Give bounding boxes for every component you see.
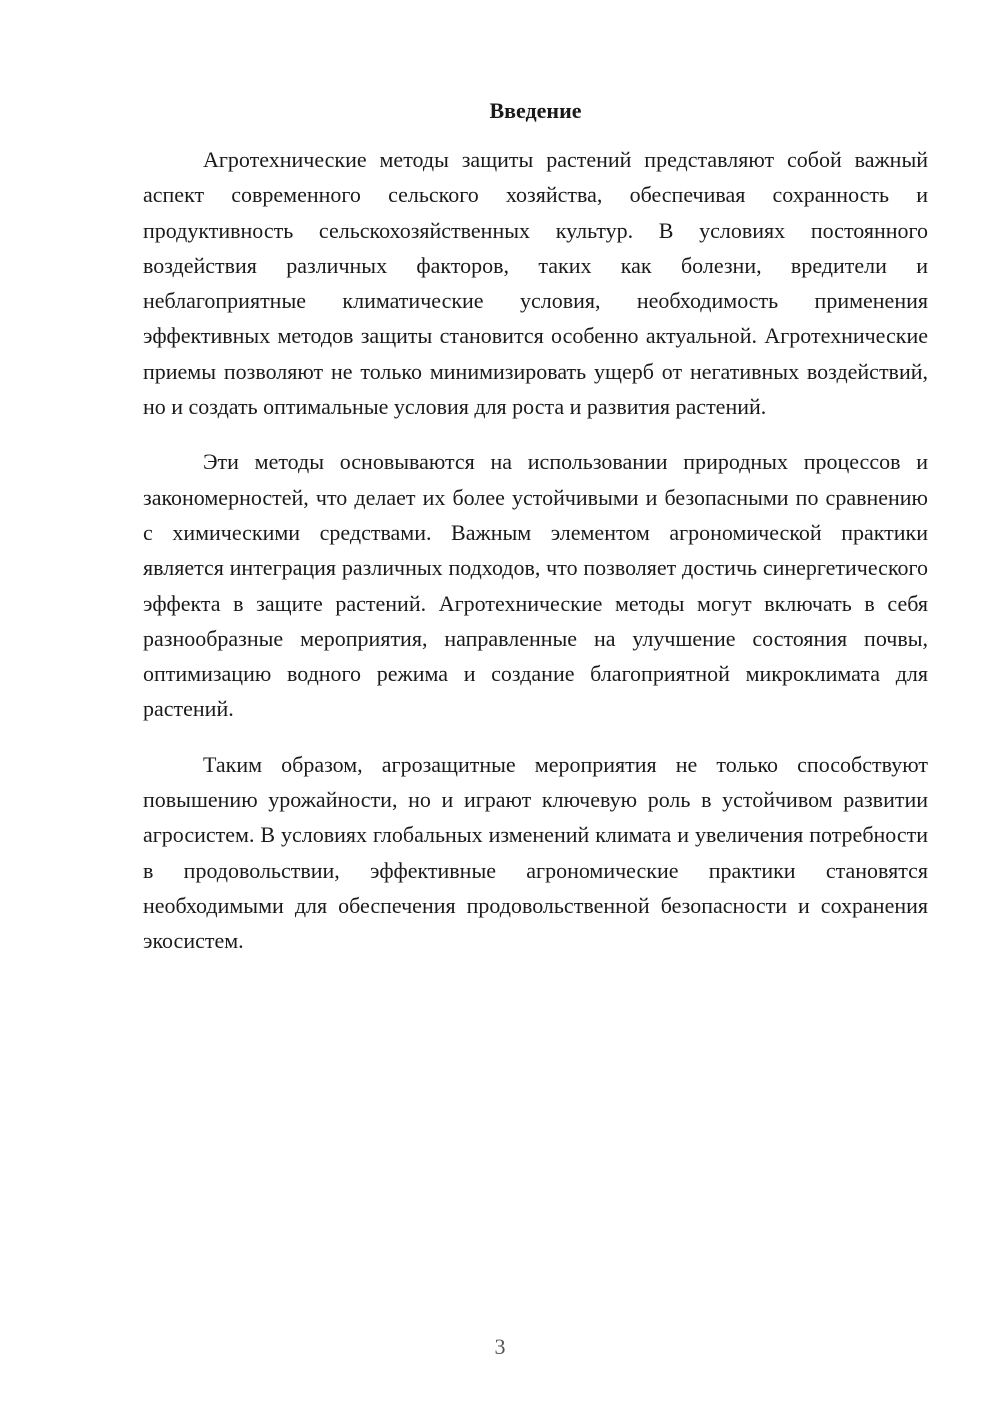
page-title: Введение <box>489 98 582 123</box>
page-number: 3 <box>494 1334 506 1359</box>
paragraph-2: Эти методы основываются на использовании природных процессов и закономерностей, что делает их более устойчивыми и безопасными по сравнению с химическими средствами. Важным элементом агрономической практики является интеграция различных подходов, что позволяет достичь синергетического эффекта в защите растений. Агротехнические методы могут включать в себя разнообразные мероприятия, направленные на улучшение состояния почвы, оптимизацию водного режима и создание благоприятной микроклимата для растений. <box>143 449 928 722</box>
paragraph-1: Агротехнические методы защиты растений представляют собой важный аспект современного сельского хозяйства, обеспечивая сохранность и продуктивность сельскохозяйственных культур. В условиях постоянного воздействия различных факторов, таких как болезни, вредители и неблагоприятные климатические условия, необходимость применения эффективных методов защиты становится особенно актуальной. Агротехнические приемы позволяют не только минимизировать ущерб от негативных воздействий, но и создать оптимальные условия для роста и развития растений. <box>143 147 928 420</box>
paragraph-3: Таким образом, агрозащитные мероприятия не только способствуют повышению урожайности, но и играют ключевую роль в устойчивом развитии агросистем. В условиях глобальных изменений климата и увеличения потребности в продовольствии, эффективные агрономические практики становятся необходимыми для обеспечения продовольственной безопасности и сохранения экосистем. <box>143 751 928 954</box>
document-body <box>143 142 928 979</box>
